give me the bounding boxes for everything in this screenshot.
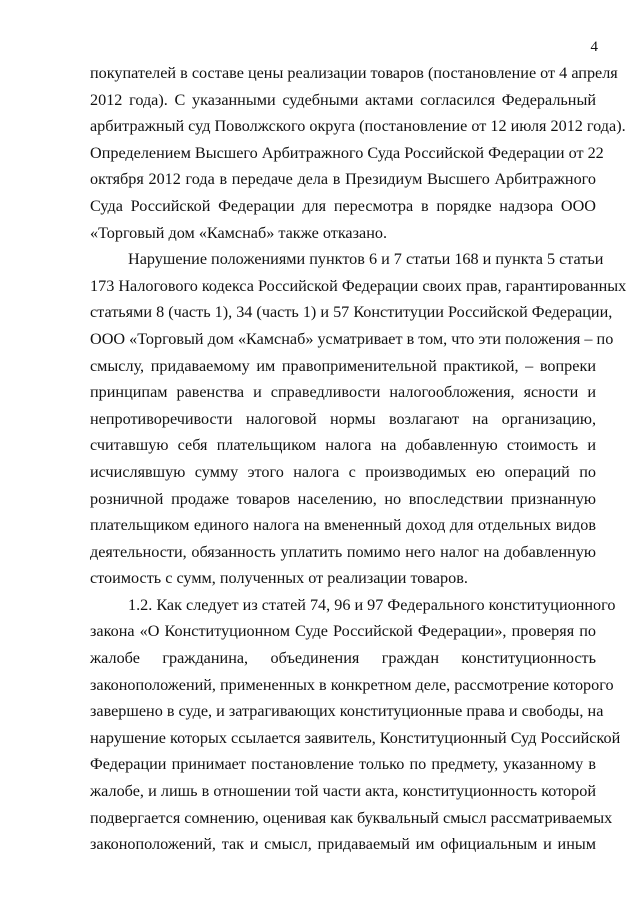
text-line: плательщиком единого налога на вмененный доход для отдельных видов — [90, 516, 596, 535]
text-line: 2012 года). С указанными судебными актами согласился Федеральный — [90, 90, 596, 109]
text-line: исчислявшую сумму этого налога с производимых ею операций по — [90, 462, 596, 481]
text-line: непротиворечивости налоговой нормы возлагают на организацию, — [90, 409, 596, 428]
text-line: принципам равенства и справедливости налогообложения, ясности и — [90, 383, 596, 402]
text-line: розничной продаже товаров населению, но впоследствии признанную — [90, 489, 596, 508]
text-line: законоположений, примененных в конкретном деле, рассмотрение которого — [90, 675, 614, 694]
text-line: Определением Высшего Арбитражного Суда Российской Федерации от 22 — [90, 143, 604, 162]
text-line: считавшую себя плательщиком налога на добавленную стоимость и — [90, 436, 596, 455]
paragraph-1 — [90, 60, 626, 246]
text-line: арбитражный суд Поволжского округа (постановление от 12 июля 2012 года). — [90, 117, 626, 136]
text-line: закона «О Конституционном Суде Российской Федерации», проверяя по — [90, 622, 596, 641]
paragraph-3 — [90, 592, 621, 858]
text-line: октября 2012 года в передаче дела в Президиум Высшего Арбитражного — [90, 170, 596, 189]
text-line: ООО «Торговый дом «Камснаб» усматривает в том, что эти положения – по — [90, 329, 614, 348]
text-line: нарушение которых ссылается заявитель, Конституционный Суд Российской — [90, 728, 621, 747]
text-line: покупателей в составе цены реализации товаров (постановление от 4 апреля — [90, 64, 618, 82]
text-line: завершено в суде, и затрагивающих конституционные права и свободы, на — [90, 702, 604, 721]
text-line: 173 Налогового кодекса Российской Федерации своих прав, гарантированных — [90, 276, 627, 295]
text-line: Нарушение положениями пунктов 6 и 7 статьи 168 и пункта 5 статьи — [128, 250, 604, 269]
text-line: законоположений, так и смысл, придаваемый им официальным и иным — [90, 835, 596, 854]
text-line: подвергается сомнению, оценивая как буквальный смысл рассматриваемых — [90, 808, 613, 827]
page-number: 4 — [590, 39, 598, 55]
paragraph-2 — [90, 246, 627, 592]
text-line: смыслу, придаваемому им правоприменительной практикой, – вопреки — [90, 356, 596, 375]
text-line: Федерации принимает постановление только по предмету, указанному в — [90, 755, 596, 774]
text-line: 1.2. Как следует из статей 74, 96 и 97 Федерального конституционного — [128, 595, 616, 614]
text-line: жалобе, и лишь в отношении той части акта, конституционность которой — [90, 782, 596, 801]
text-line: деятельности, обязанность уплатить помимо него налог на добавленную — [90, 542, 596, 561]
text-line: стоимость с сумм, полученных от реализации товаров. — [90, 569, 468, 588]
text-line: жалобе гражданина, объединения граждан конституционность — [90, 649, 596, 668]
text-line: Суда Российской Федерации для пересмотра в порядке надзора ООО — [90, 196, 596, 215]
document-body — [90, 60, 627, 858]
text-line: статьями 8 (часть 1), 34 (часть 1) и 57 Конституции Российской Федерации, — [90, 303, 613, 322]
text-line: «Торговый дом «Камснаб» также отказано. — [90, 223, 388, 242]
